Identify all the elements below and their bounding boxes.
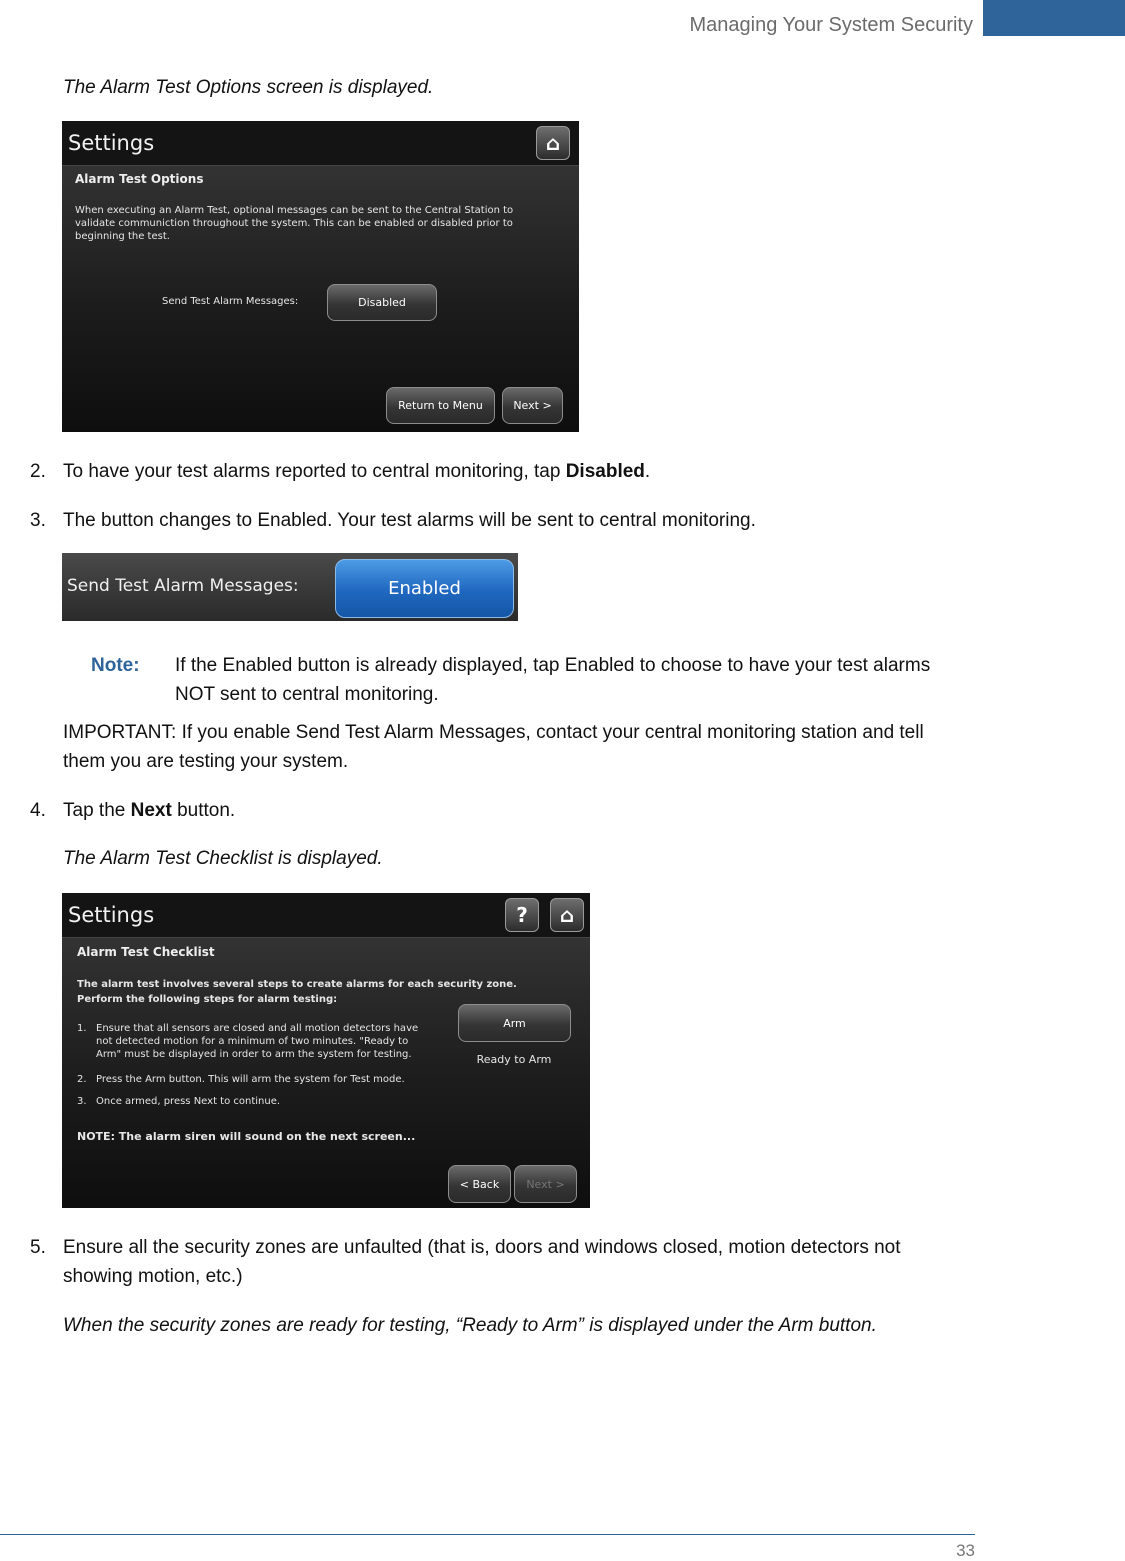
checklist-item-number: 3. [77, 1096, 87, 1107]
title-bar [62, 121, 579, 166]
header-color-block [983, 0, 1125, 36]
checklist-item: Press the Arm button. This will arm the system for Test mode. [96, 1074, 405, 1085]
screen-description: When executing an Alarm Test, optional messages can be sent to the Central Station to validate communiction throughout the system. This can be enabled or disabled prior to beginning the test. [75, 205, 514, 242]
send-test-label: Send Test Alarm Messages: [162, 296, 299, 307]
home-icon[interactable]: ⌂ [536, 126, 570, 160]
help-icon[interactable]: ? [505, 898, 539, 932]
ready-to-arm-status: Ready to Arm [476, 1053, 552, 1066]
step-3-text: The button changes to Enabled. Your test alarms will be sent to central monitoring. [63, 510, 756, 531]
step-5-text: Ensure all the security zones are unfaulted (that is, doors and windows closed, motion detectors not showing motion, etc.) [63, 1237, 901, 1287]
send-test-label: Send Test Alarm Messages: [67, 576, 299, 596]
step-3-number: 3. [30, 510, 46, 531]
checklist-intro-2: Perform the following steps for alarm testing: [77, 994, 338, 1005]
step-2-number: 2. [30, 461, 46, 482]
disabled-toggle-button[interactable]: Disabled [327, 284, 437, 321]
page-number: 33 [956, 1541, 975, 1560]
home-icon[interactable]: ⌂ [550, 898, 584, 932]
back-button[interactable]: < Back [448, 1165, 511, 1203]
closing-text: When the security zones are ready for testing, “Ready to Arm” is displayed under the Arm button. [63, 1315, 877, 1336]
next-term: Next [130, 800, 172, 821]
return-to-menu-button[interactable]: Return to Menu [386, 387, 495, 424]
caption-options-shown: The Alarm Test Options screen is displayed. [63, 77, 434, 98]
step-4-text: Tap the Next button. [63, 800, 236, 821]
running-header: Managing Your System Security [689, 14, 973, 36]
screen-heading: Alarm Test Checklist [77, 945, 215, 959]
screen-title: Settings [68, 131, 155, 155]
note-text: If the Enabled button is already displayed, tap Enabled to choose to have your test alarms NOT sent to central monitoring. [175, 655, 931, 705]
screen-title: Settings [68, 903, 155, 927]
next-button[interactable]: Next > [502, 387, 563, 424]
siren-note: NOTE: The alarm siren will sound on the next screen... [77, 1130, 416, 1143]
enabled-toggle-button[interactable]: Enabled [335, 559, 514, 618]
checklist-item-number: 2. [77, 1074, 87, 1085]
checklist-item: Once armed, press Next to continue. [96, 1096, 281, 1107]
note-label: Note: [91, 655, 140, 676]
important-text: IMPORTANT: If you enable Send Test Alarm Messages, contact your central monitoring station and tell them you are testing your system. [63, 722, 924, 772]
footer-rule [0, 1534, 975, 1535]
arm-button[interactable]: Arm [458, 1004, 571, 1042]
checklist-item: Ensure that all sensors are closed and all motion detectors have not detected motion for a minimum of two minutes. "Ready to Arm" must be displayed in order to arm the system for testing. [96, 1023, 419, 1060]
alarm-test-options-screenshot [62, 121, 579, 432]
step-5-number: 5. [30, 1237, 46, 1258]
checklist-item-number: 1. [77, 1023, 87, 1034]
disabled-term: Disabled [565, 461, 645, 482]
next-button-disabled[interactable]: Next > [514, 1165, 577, 1203]
caption-checklist-shown: The Alarm Test Checklist is displayed. [63, 848, 383, 869]
step-2-text: To have your test alarms reported to central monitoring, tap Disabled. [63, 461, 651, 482]
alarm-test-checklist-screenshot [62, 893, 590, 1208]
enabled-toggle-screenshot [62, 553, 518, 621]
screen-heading: Alarm Test Options [75, 172, 204, 186]
step-4-number: 4. [30, 800, 46, 821]
checklist-intro-1: The alarm test involves several steps to create alarms for each security zone. [77, 979, 517, 990]
